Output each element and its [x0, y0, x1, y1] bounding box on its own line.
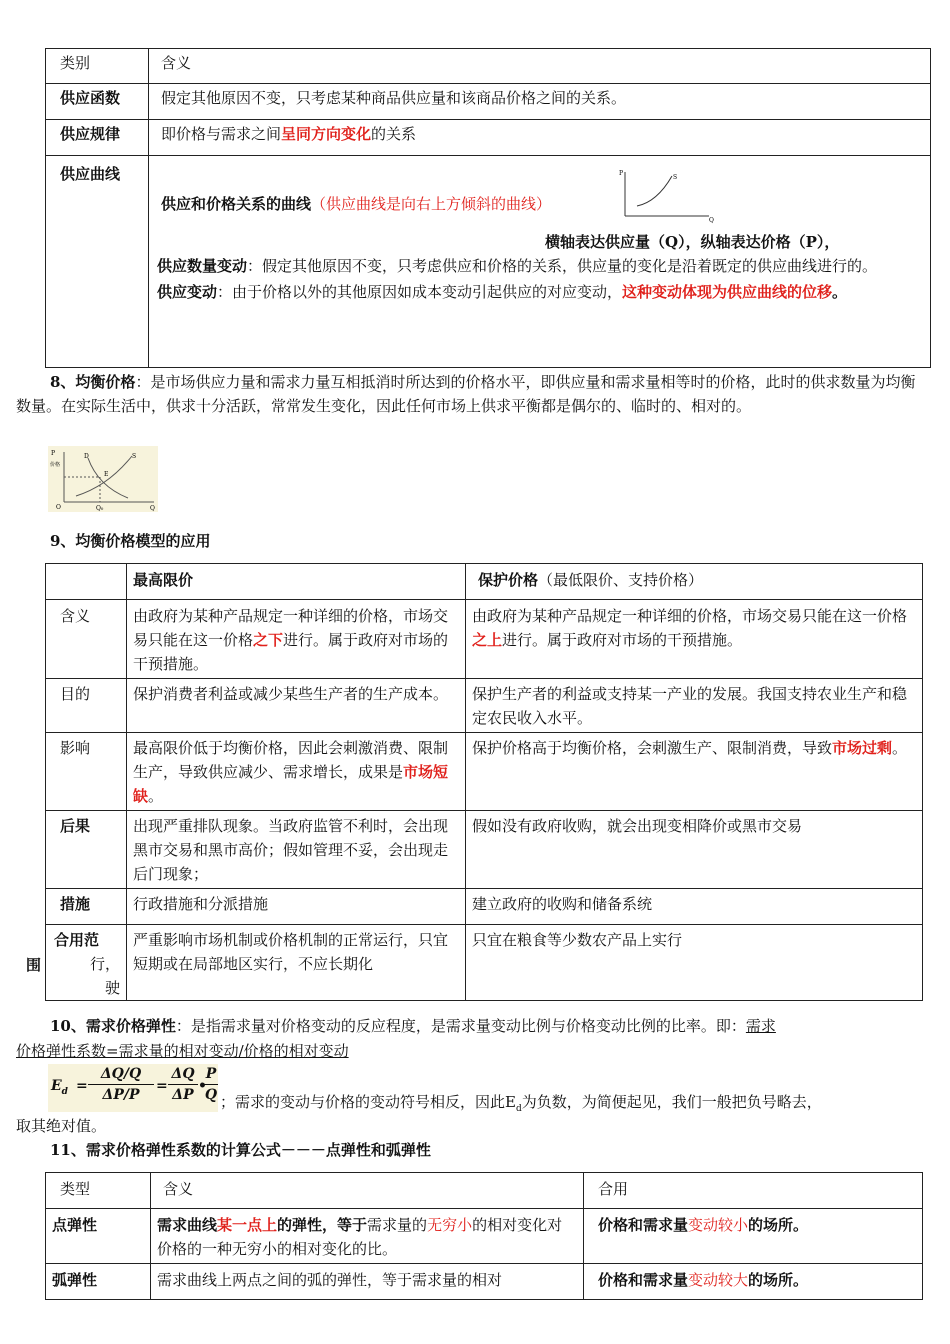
mini-x-label: Q: [709, 217, 714, 224]
t3-arc-u3: 的场所。: [748, 1271, 809, 1289]
t3-header-type: 类型: [46, 1173, 151, 1209]
t2-impact-protect: [466, 733, 923, 811]
t3-arc-u1: 价格和需求量: [598, 1271, 689, 1289]
t2-meaning-max-pre: 由政府为某种产品规定一种详细的价格，市场交易只能在这一价格: [133, 607, 449, 649]
t3-point-u3: 的场所。: [748, 1216, 809, 1234]
t2-label-measures: 措施: [46, 889, 127, 925]
t2-meaning-protect: [466, 600, 923, 679]
t2-meaning-max: [127, 600, 466, 679]
qty-change-label: 供应数量变动: [157, 257, 248, 275]
supply-law-em: 呈同方向变化: [281, 125, 372, 143]
para10-after-formula: [220, 1090, 822, 1121]
elasticity-table: [45, 1172, 923, 1300]
formula-frac2: ΔQ ΔP: [168, 1064, 198, 1105]
para-price-elasticity: [16, 1014, 916, 1038]
eq-e-label: E: [104, 471, 109, 478]
t2-header-protect-note: （最低限价、支持价格）: [538, 571, 704, 589]
t2-header-protect: [466, 564, 923, 600]
para10-lead: 10、需求价格弹性: [50, 1017, 176, 1035]
t3-arc-use: [584, 1264, 923, 1300]
eq-y-sub: 价格: [50, 462, 61, 468]
t2-impact-max-pre: 最高限价低于均衡价格，因此会刺激消费、限制生产，导致供应减少、需求增长，成果是: [133, 739, 449, 781]
equilibrium-chart: [48, 446, 158, 512]
supply-curve-line1-red: （供应曲线是向右上方倾斜的曲线）: [311, 195, 552, 213]
t2-meaning-pro-pre: 由政府为某种产品规定一种详细的价格，市场交易只能在这一价格: [472, 607, 908, 625]
t2-label-scope: [46, 925, 127, 1001]
t2-meaning-pro-post: 进行。属于政府对市场的干预措施。: [502, 631, 743, 649]
t3-point-m3: 的弹性，等于: [277, 1216, 368, 1234]
supply-change-text: ：由于价格以外的其他原因如成本变动引起供应的对应变动，: [217, 283, 623, 301]
para10-ul1: 需求: [745, 1017, 776, 1035]
formula-frac3: P Q: [204, 1066, 218, 1103]
t2-impact-max-em: 市场短缺: [133, 763, 449, 805]
price-control-table: [45, 563, 923, 1001]
heading-11: 11、需求价格弹性系数的计算公式－－－点弹性和弧弹性: [50, 1141, 431, 1159]
t2-impact-pro-pre: 保护价格高于均衡价格，会刺激生产、限制消费，导致: [472, 739, 833, 757]
t3-arc-meaning: 需求曲线上两点之间的弧的弹性，等于需求量的相对: [151, 1264, 584, 1300]
t2-measures-max: 行政措施和分派措施: [127, 889, 466, 925]
t2-meaning-max-post: 进行。属于政府对市场的干预措施。: [133, 631, 449, 673]
t2-consequence-max: 出现严重排队现象。当政府监管不利时，会出现黑市交易和黑市高价；假如管理不妥，会出现走后门现象；: [127, 811, 466, 889]
row-label-supply-law: 供应规律: [46, 120, 149, 156]
supply-change-end: 。: [832, 283, 848, 301]
supply-change-red: 这种变动体现为供应曲线的位移: [622, 283, 833, 301]
t2-scope-max: 严重影响市场机制或价格机制的正常运行，只宜短期或在局部地区实行，不应长期化: [127, 925, 466, 1001]
row-label-supply-curve: 供应曲线: [46, 156, 149, 368]
t2-impact-max-post: 。: [148, 787, 164, 805]
qty-change-text: ：假定其他原因不变，只考虑供应和价格的关系，供应量的变化是沿着既定的供应曲线进行的。: [247, 257, 878, 275]
t3-arc-u2: 变动较大: [688, 1271, 749, 1289]
t3-point-use: [584, 1209, 923, 1264]
t2-purpose-protect: 保护生产者的利益或支持某一产业的发展。我国支持农业生产和稳定农民收入水平。: [466, 679, 923, 733]
t2-header-protect-label: 保护价格: [478, 571, 539, 589]
header-category: 类别: [46, 49, 149, 84]
t3-point-m5: 无穷小: [427, 1216, 473, 1234]
formula-lhs: $E_d$: [51, 1078, 68, 1097]
after-formula-text: ；需求的变动与价格的变动符号相反，因此E: [220, 1093, 516, 1111]
t2-purpose-max: 保护消费者利益或减少某些生产者的生产成本。: [127, 679, 466, 733]
supply-curve-cell: [149, 156, 931, 368]
heading-9: 9、均衡价格模型的应用: [50, 532, 211, 550]
t3-point-m4: 需求量的: [367, 1216, 428, 1234]
formula-eq2: =: [156, 1078, 168, 1094]
t3-point-m2: 某一点上: [217, 1216, 278, 1234]
t2-meaning-max-em: 之下: [253, 631, 284, 649]
formula-frac1: ΔQ/Q ΔP/P: [88, 1064, 154, 1105]
t3-point-m1: 需求曲线: [157, 1216, 218, 1234]
after-formula-text2: 为负数，为简便起见，我们一般把负号略去，: [521, 1093, 822, 1111]
t2-scope-label4: 围: [26, 956, 42, 974]
eq-d-label: D: [84, 453, 89, 460]
para8-text: ：是市场供应力量和需求力量互相抵消时所达到的价格水平，即供应量和需求量相等时的价格，此时的供求数量为均衡数量。在实际生活中，供求十分活跃，常常发生变化，因此任何市场上供求平衡都是偶尔的、临时的、相对的。: [16, 373, 916, 415]
para-equilibrium-price: [16, 370, 916, 418]
supply-law-text: [149, 120, 931, 156]
eq-s-label: S: [132, 453, 137, 460]
row-label-supply-function: 供应函数: [46, 84, 149, 120]
t2-scope-label: 合用范: [54, 931, 100, 949]
t2-label-impact: 影响: [46, 733, 127, 811]
para10-line3: 取其绝对值。: [16, 1117, 107, 1135]
t2-corner: [46, 564, 127, 600]
supply-law-pre: 即价格与需求之间: [161, 125, 282, 143]
t2-impact-pro-post: 。: [892, 739, 908, 757]
t3-point-m6: 的相对变化对价格的一种无穷小的相对变化的比。: [157, 1216, 563, 1258]
t3-point-u2: 变动较小: [688, 1216, 749, 1234]
mini-y-label: P: [619, 170, 624, 177]
supply-curve-line1: 供应和价格关系的曲线: [161, 195, 312, 213]
eq-o-label: O: [56, 504, 61, 511]
t2-label-purpose: 目的: [46, 679, 127, 733]
t2-measures-protect: 建立政府的收购和储备系统: [466, 889, 923, 925]
t2-scope-label2: 行，: [89, 955, 120, 973]
eq-q0-label: Q₀: [96, 505, 104, 512]
formula-dot: •: [198, 1078, 207, 1094]
t2-scope-protect: 只宜在粮食等少数农产品上实行: [466, 925, 923, 1001]
t2-impact-max: [127, 733, 466, 811]
mini-curve-label: S: [673, 174, 678, 181]
eq-x-label: Q: [150, 505, 155, 512]
para10-ul2: 价格弹性系数=需求量的相对变动/价格的相对变动: [16, 1042, 349, 1060]
t2-meaning-pro-em: 之上: [472, 631, 503, 649]
para8-lead: 8、均衡价格: [50, 373, 136, 391]
t2-header-max: 最高限价: [127, 564, 466, 600]
supply-axis-note: 横轴表达供应量（Q），纵轴表达价格（P），: [545, 233, 840, 251]
t2-scope-label3: 驶: [104, 979, 120, 997]
para10-text: ：是指需求量对价格变动的反应程度，是需求量变动比例与价格变动比例的比率。即：: [175, 1017, 746, 1035]
formula-eq1: =: [76, 1078, 88, 1094]
t2-consequence-protect: 假如没有政府收购，就会出现变相降价或黑市交易: [466, 811, 923, 889]
t2-impact-pro-em: 市场过剩: [832, 739, 893, 757]
t3-header-use: 合用: [584, 1173, 923, 1209]
t3-label-point: 点弹性: [46, 1209, 151, 1264]
eq-y-label: P: [51, 450, 56, 457]
elasticity-formula: [48, 1064, 218, 1112]
t3-header-meaning: 含义: [151, 1173, 584, 1209]
t2-label-meaning: 含义: [46, 600, 127, 679]
supply-function-text: 假定其他原因不变，只考虑某种商品供应量和该商品价格之间的关系。: [149, 84, 931, 120]
t3-label-arc: 弧弹性: [46, 1264, 151, 1300]
t2-label-consequence: 后果: [46, 811, 127, 889]
after-formula-sub: d: [515, 1104, 522, 1114]
supply-law-post: 的关系: [371, 125, 417, 143]
supply-change-label: 供应变动: [157, 283, 218, 301]
supply-curve-mini-chart: [617, 166, 717, 224]
t3-point-u1: 价格和需求量: [598, 1216, 689, 1234]
header-meaning: 含义: [149, 49, 931, 84]
supply-table: [45, 48, 931, 368]
t3-point-meaning: [151, 1209, 584, 1264]
